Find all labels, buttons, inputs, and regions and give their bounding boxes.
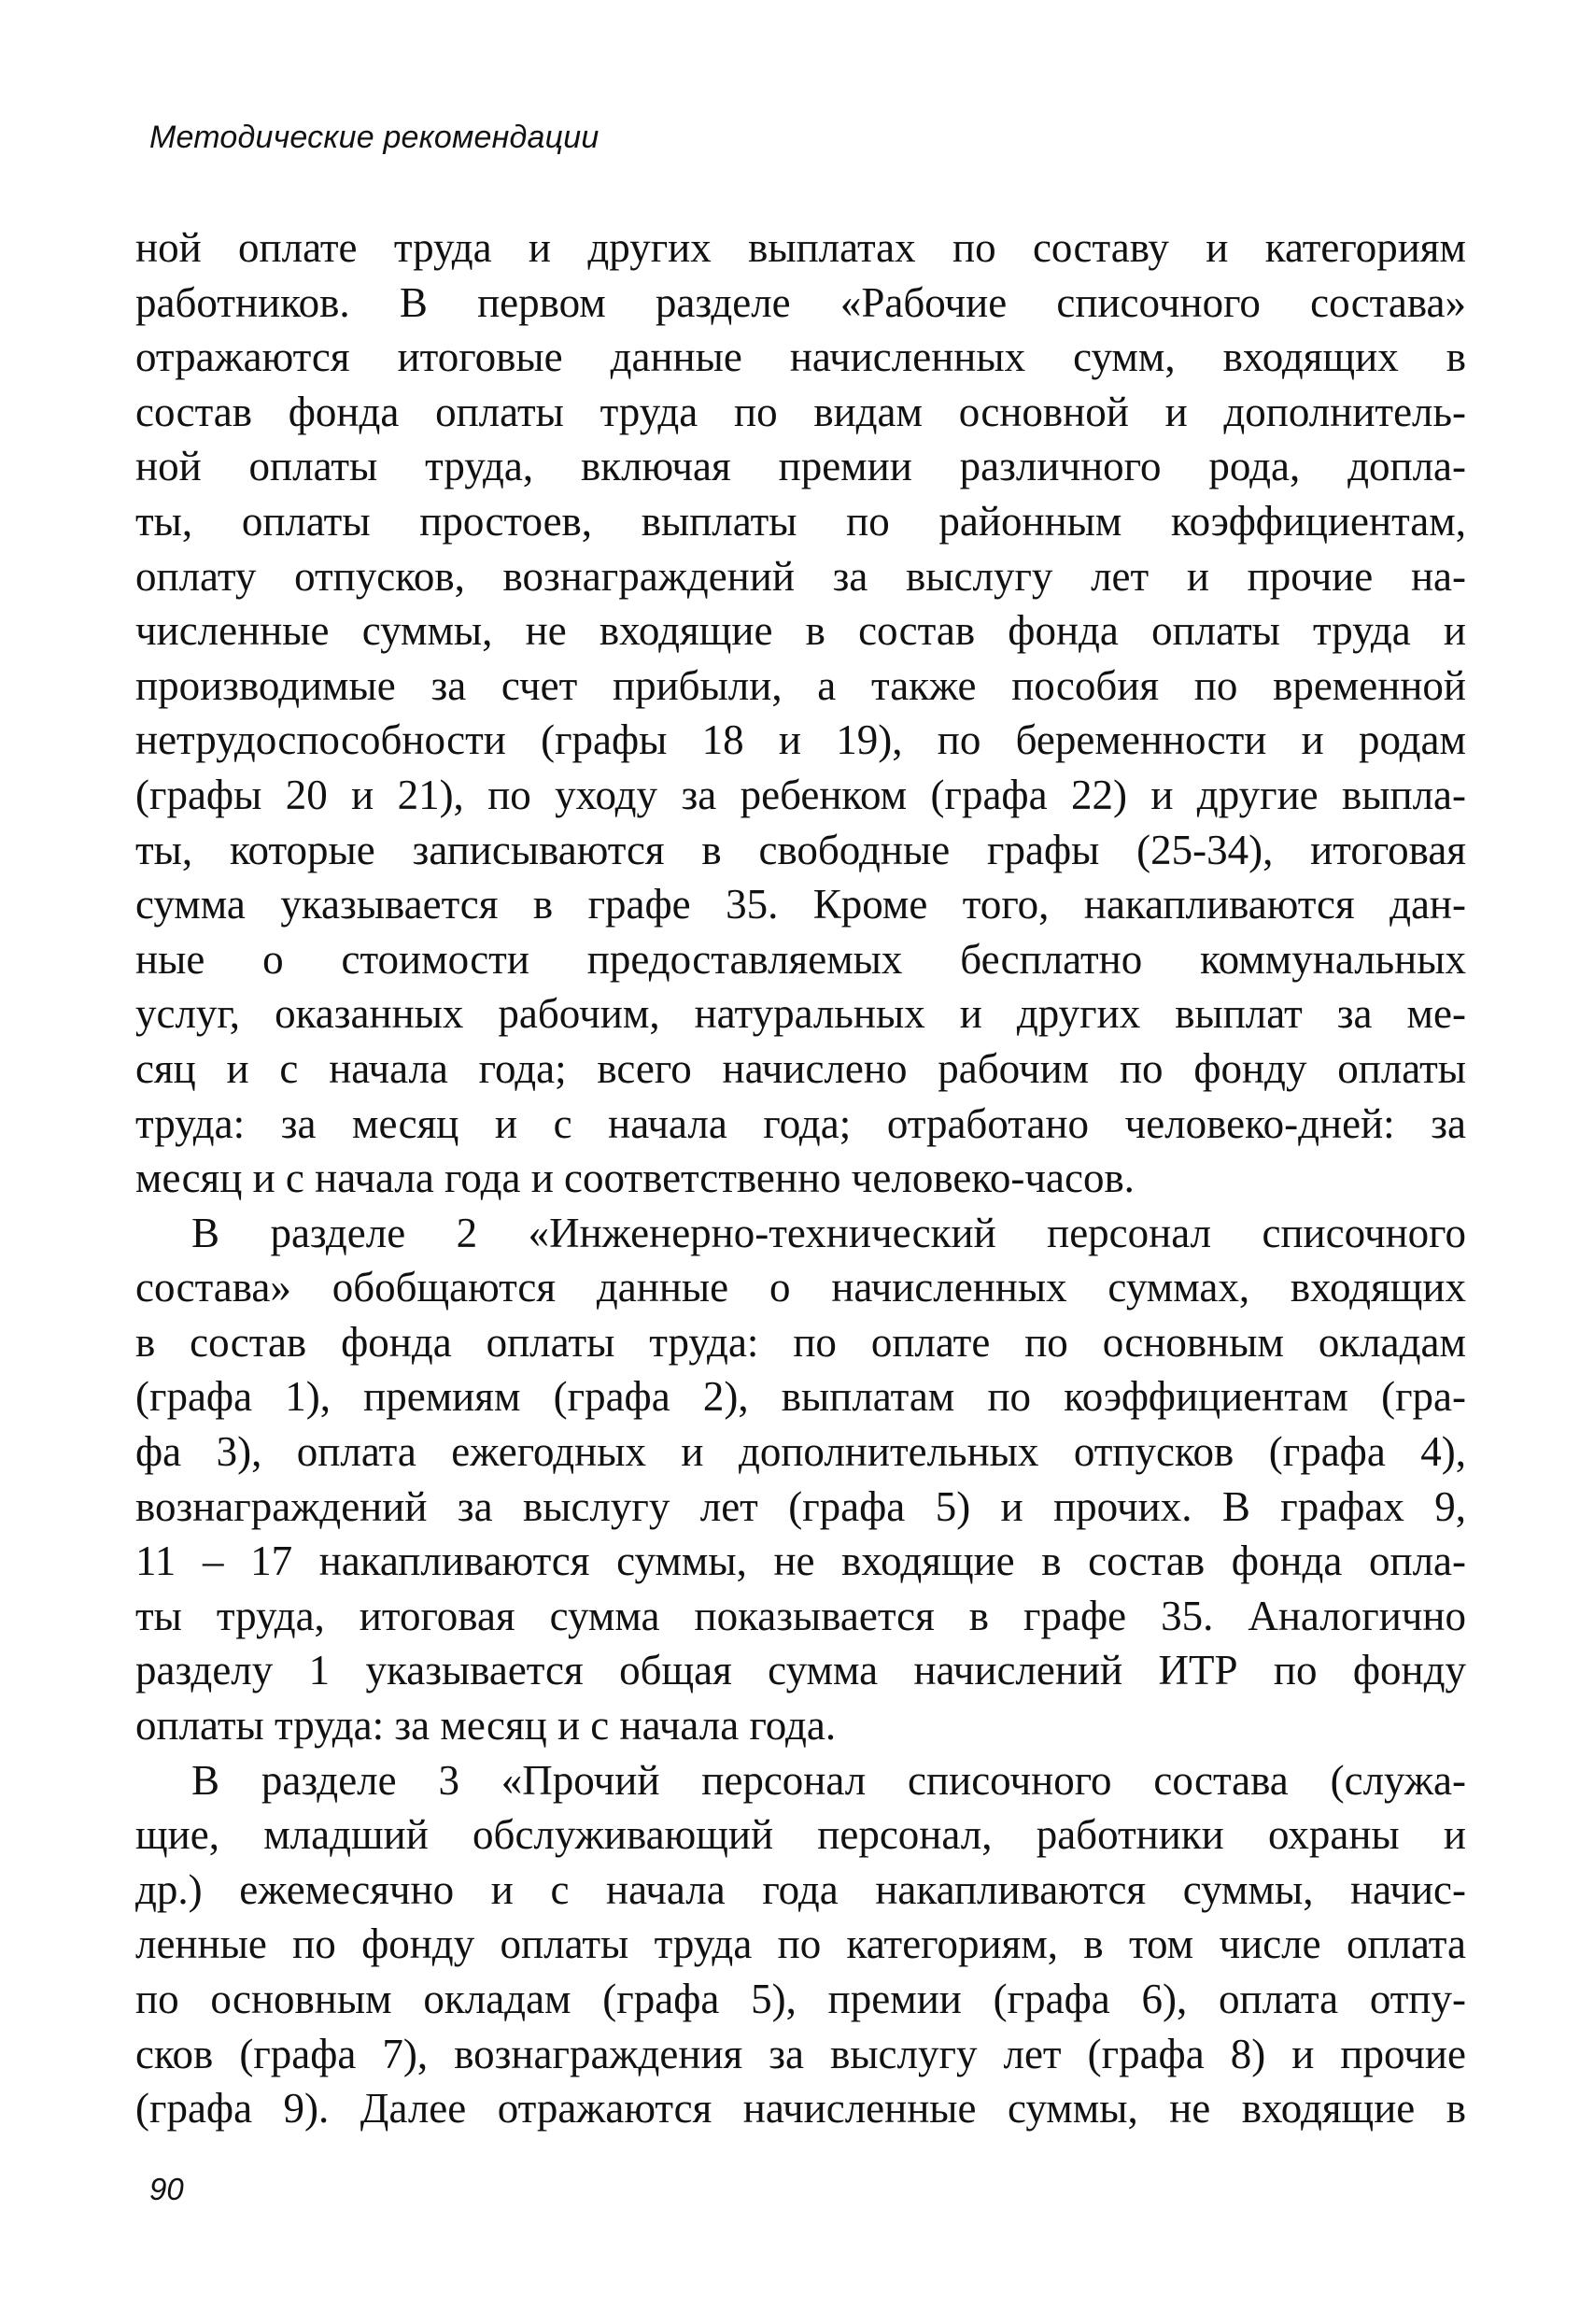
text-line: ленные по фонду оплаты труда по категориям, в том числе оплата bbox=[135, 1920, 1466, 1968]
text-line: состав фонда оплаты труда по видам основной и дополнитель- bbox=[135, 388, 1466, 435]
text-line: ной оплаты труда, включая премии различного рода, допла- bbox=[135, 443, 1466, 490]
text-line: оплаты труда: за месяц и с начала года. bbox=[135, 1702, 837, 1750]
text-line: нетрудоспособности (графы 18 и 19), по беременности и родам bbox=[135, 716, 1466, 764]
text-line: состава» обобщаются данные о начисленных суммах, входящих bbox=[135, 1264, 1466, 1311]
text-line: в состав фонда оплаты труда: по оплате по основным окладам bbox=[135, 1318, 1466, 1366]
text-line: В разделе 2 «Инженерно-технический персонал списочного bbox=[191, 1209, 1466, 1256]
text-line: вознаграждений за выслугу лет (графа 5) и прочих. В графах 9, bbox=[135, 1482, 1466, 1530]
text-line: ты труда, итоговая сумма показывается в графе 35. Аналогично bbox=[135, 1592, 1466, 1639]
text-line: разделу 1 указывается общая сумма начислений ИТР по фонду bbox=[135, 1647, 1466, 1694]
paragraph-2 bbox=[135, 1206, 1466, 1753]
text-line: месяц и с начала года и соответственно человеко-часов. bbox=[135, 1155, 1135, 1202]
text-line: сков (графа 7), вознаграждения за выслугу лет (графа 8) и прочие bbox=[135, 2030, 1466, 2077]
text-line: услуг, оказанных рабочим, натуральных и других выплат за ме- bbox=[135, 990, 1466, 1038]
paragraph-1 bbox=[135, 220, 1466, 1206]
text-line: работников. В первом разделе «Рабочие списочного состава» bbox=[135, 278, 1466, 326]
text-line: сяц и с начала года; всего начислено рабочим по фонду оплаты bbox=[135, 1044, 1466, 1092]
text-line: ные о стоимости предоставляемых бесплатно коммунальных bbox=[135, 935, 1466, 983]
text-line: (графа 9). Далее отражаются начисленные суммы, не входящие в bbox=[135, 2085, 1466, 2133]
text-line: ты, которые записываются в свободные графы (25-34), итоговая bbox=[135, 826, 1466, 873]
text-line: щие, младший обслуживающий персонал, работники охраны и bbox=[135, 1811, 1466, 1859]
paragraph-3 bbox=[135, 1753, 1466, 2136]
text-line: сумма указывается в графе 35. Кроме того, накапливаются дан- bbox=[135, 881, 1466, 928]
text-line: отражаются итоговые данные начисленных сумм, входящих в bbox=[135, 333, 1466, 381]
text-line: труда: за месяц и с начала года; отработано человеко-дней: за bbox=[135, 1099, 1466, 1147]
text-line: фа 3), оплата ежегодных и дополнительных отпусков (графа 4), bbox=[135, 1428, 1466, 1476]
text-line: др.) ежемесячно и с начала года накапливаются суммы, начис- bbox=[135, 1865, 1466, 1913]
text-line: В разделе 3 «Прочий персонал списочного состава (служа- bbox=[191, 1756, 1466, 1804]
running-head: Методические рекомендации bbox=[149, 120, 600, 155]
text-line: по основным окладам (графа 5), премии (графа 6), оплата отпу- bbox=[135, 1976, 1466, 2022]
text-line: ты, оплаты простоев, выплаты по районным коэффициентам, bbox=[135, 497, 1466, 545]
text-line: (графа 1), премиям (графа 2), выплатам по коэффициентам (гра- bbox=[135, 1373, 1466, 1421]
text-line: оплату отпусков, вознаграждений за выслугу лет и прочие на- bbox=[135, 552, 1466, 600]
body-text bbox=[135, 220, 1466, 2136]
page-number: 90 bbox=[149, 2172, 184, 2206]
text-line: 11 – 17 накапливаются суммы, не входящие в состав фонда опла- bbox=[135, 1538, 1466, 1585]
text-line: производимые за счет прибыли, а также пособия по временной bbox=[135, 661, 1466, 709]
text-line: ной оплате труда и других выплатах по составу и категориям bbox=[135, 224, 1466, 271]
text-line: численные суммы, не входящие в состав фонда оплаты труда и bbox=[135, 607, 1466, 655]
text-line: (графы 20 и 21), по уходу за ребенком (графа 22) и другие выпла- bbox=[135, 771, 1466, 818]
